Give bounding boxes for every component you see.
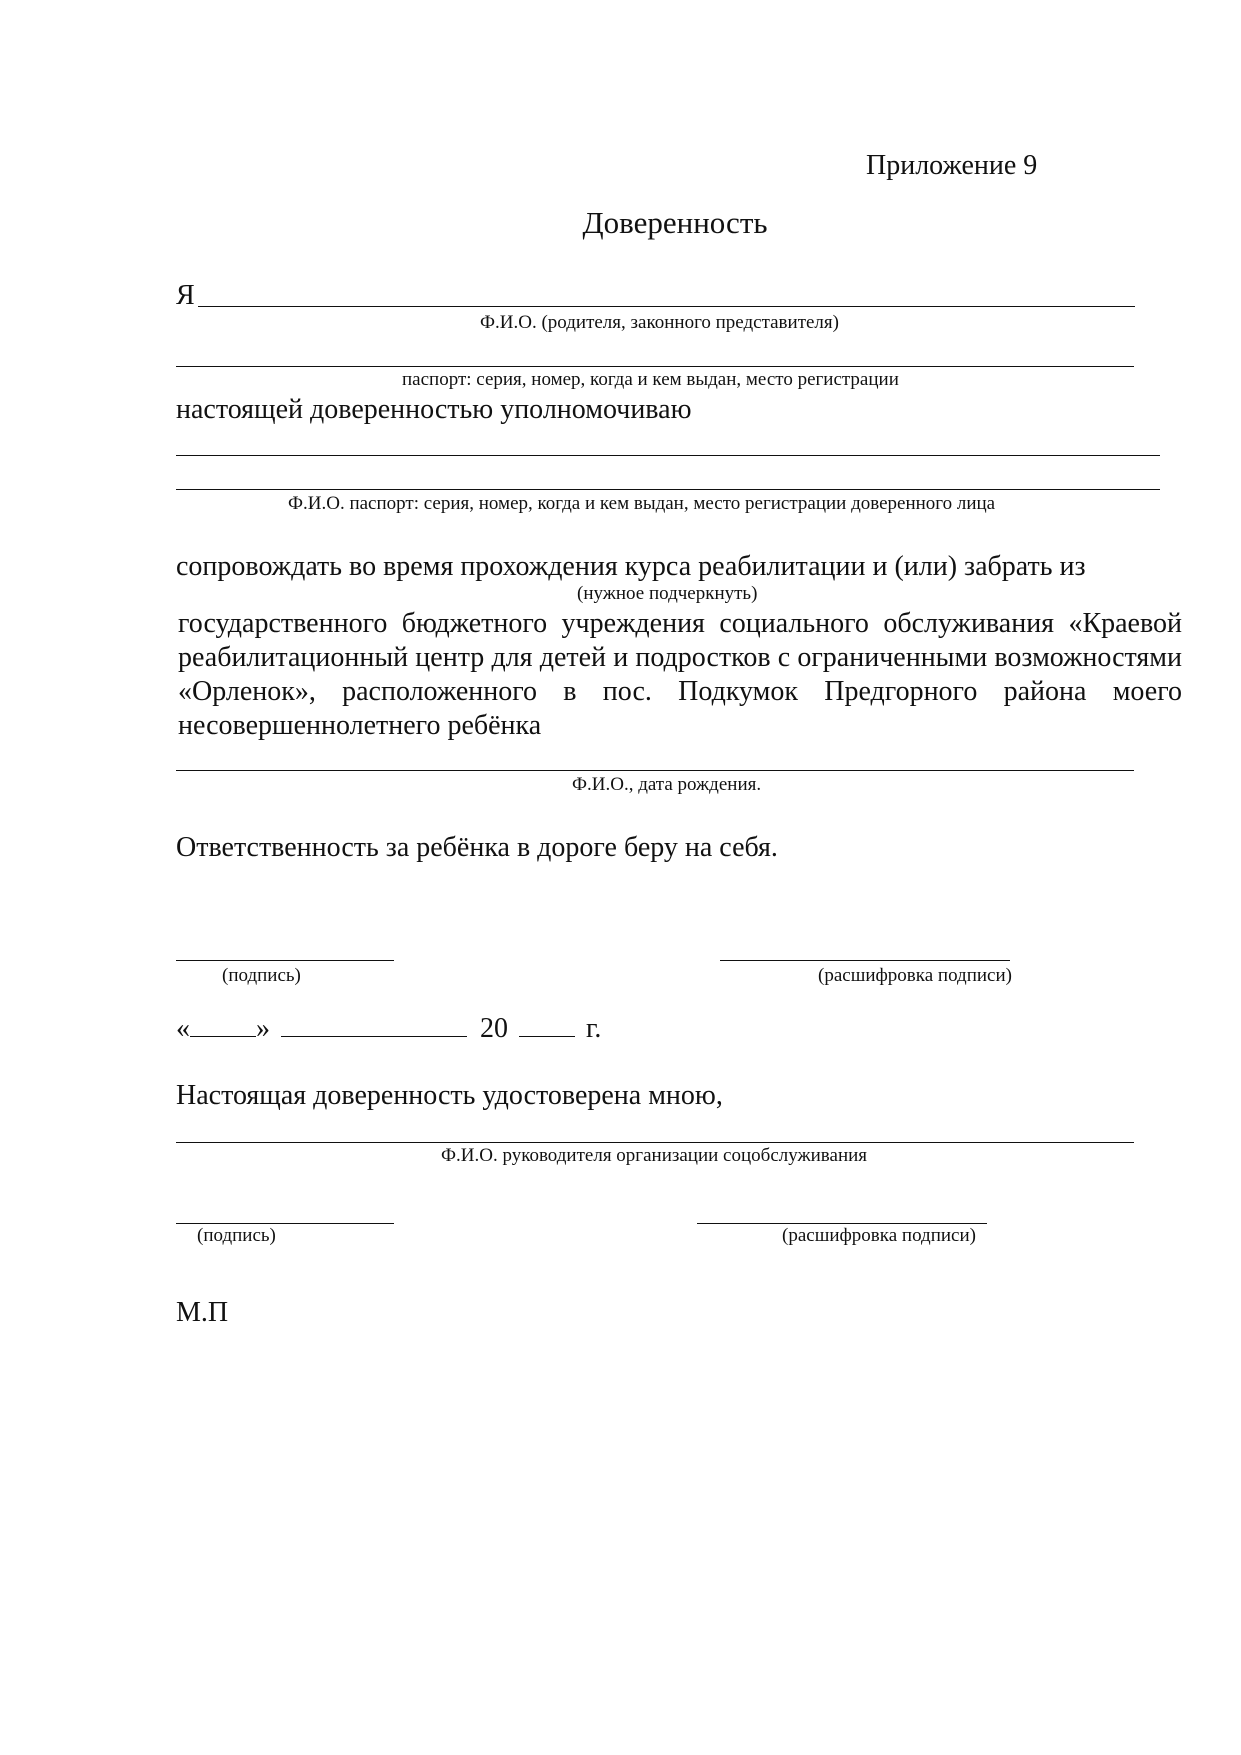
signature-caption: (подпись) [222, 965, 301, 986]
accompany-text: сопровождать во время прохождения курса реабилитации и (или) забрать из [176, 551, 1086, 582]
proxy-caption: Ф.И.О. паспорт: серия, номер, когда и кем выдан, место регистрации доверенного лица [288, 493, 996, 514]
parent-name-field[interactable] [198, 306, 1135, 307]
parent-name-caption: Ф.И.О. (родителя, законного представителя) [480, 312, 839, 333]
head-caption: Ф.И.О. руководителя организации соцобслуживания [441, 1145, 868, 1166]
passport-caption: паспорт: серия, номер, когда и кем выдан, место регистрации [402, 369, 899, 390]
decoding-caption-2: (расшифровка подписи) [782, 1225, 976, 1246]
passport-field[interactable] [176, 366, 1134, 367]
stamp-place: М.П [176, 1297, 229, 1328]
signature-field[interactable] [176, 960, 394, 961]
date-month-field[interactable] [281, 1012, 467, 1037]
proxy-field-line-1[interactable] [176, 455, 1160, 456]
date-year-suffix: г. [586, 1013, 602, 1044]
date-day-field[interactable] [190, 1012, 256, 1037]
authorize-text: настоящей доверенностью уполномочиваю [176, 394, 692, 425]
head-name-field[interactable] [176, 1142, 1134, 1143]
proxy-field-line-2[interactable] [176, 489, 1160, 490]
annex-label: Приложение 9 [866, 150, 1038, 181]
decoding-field-2[interactable] [697, 1223, 987, 1224]
decoding-caption: (расшифровка подписи) [818, 965, 1012, 986]
decoding-field[interactable] [720, 960, 1010, 961]
certified-text: Настоящая доверенность удостоверена мною, [176, 1080, 723, 1111]
intro-letter: Я [176, 280, 195, 311]
date-open-quote: « [176, 1013, 190, 1044]
date-close-quote: » [256, 1013, 270, 1044]
underline-caption: (нужное подчеркнуть) [577, 583, 758, 604]
document-title: Доверенность [582, 205, 768, 240]
signature-field-2[interactable] [176, 1223, 394, 1224]
date-line [176, 1012, 601, 1045]
responsibility-text: Ответственность за ребёнка в дороге беру на себя. [176, 832, 778, 863]
date-year-field[interactable] [519, 1012, 575, 1037]
child-caption: Ф.И.О., дата рождения. [572, 774, 762, 795]
signature-caption-2: (подпись) [197, 1225, 276, 1246]
date-year-prefix: 20 [480, 1013, 508, 1044]
institution-paragraph: государственного бюджетного учреждения социального обслуживания «Краевой реабилитационный центр для детей и подростков с ограниченными возможностями «Орленок», расположенного в пос. Подкумок Предгорного района моего несовершеннолетнего ребёнка [178, 608, 1182, 741]
child-name-field[interactable] [176, 770, 1134, 771]
